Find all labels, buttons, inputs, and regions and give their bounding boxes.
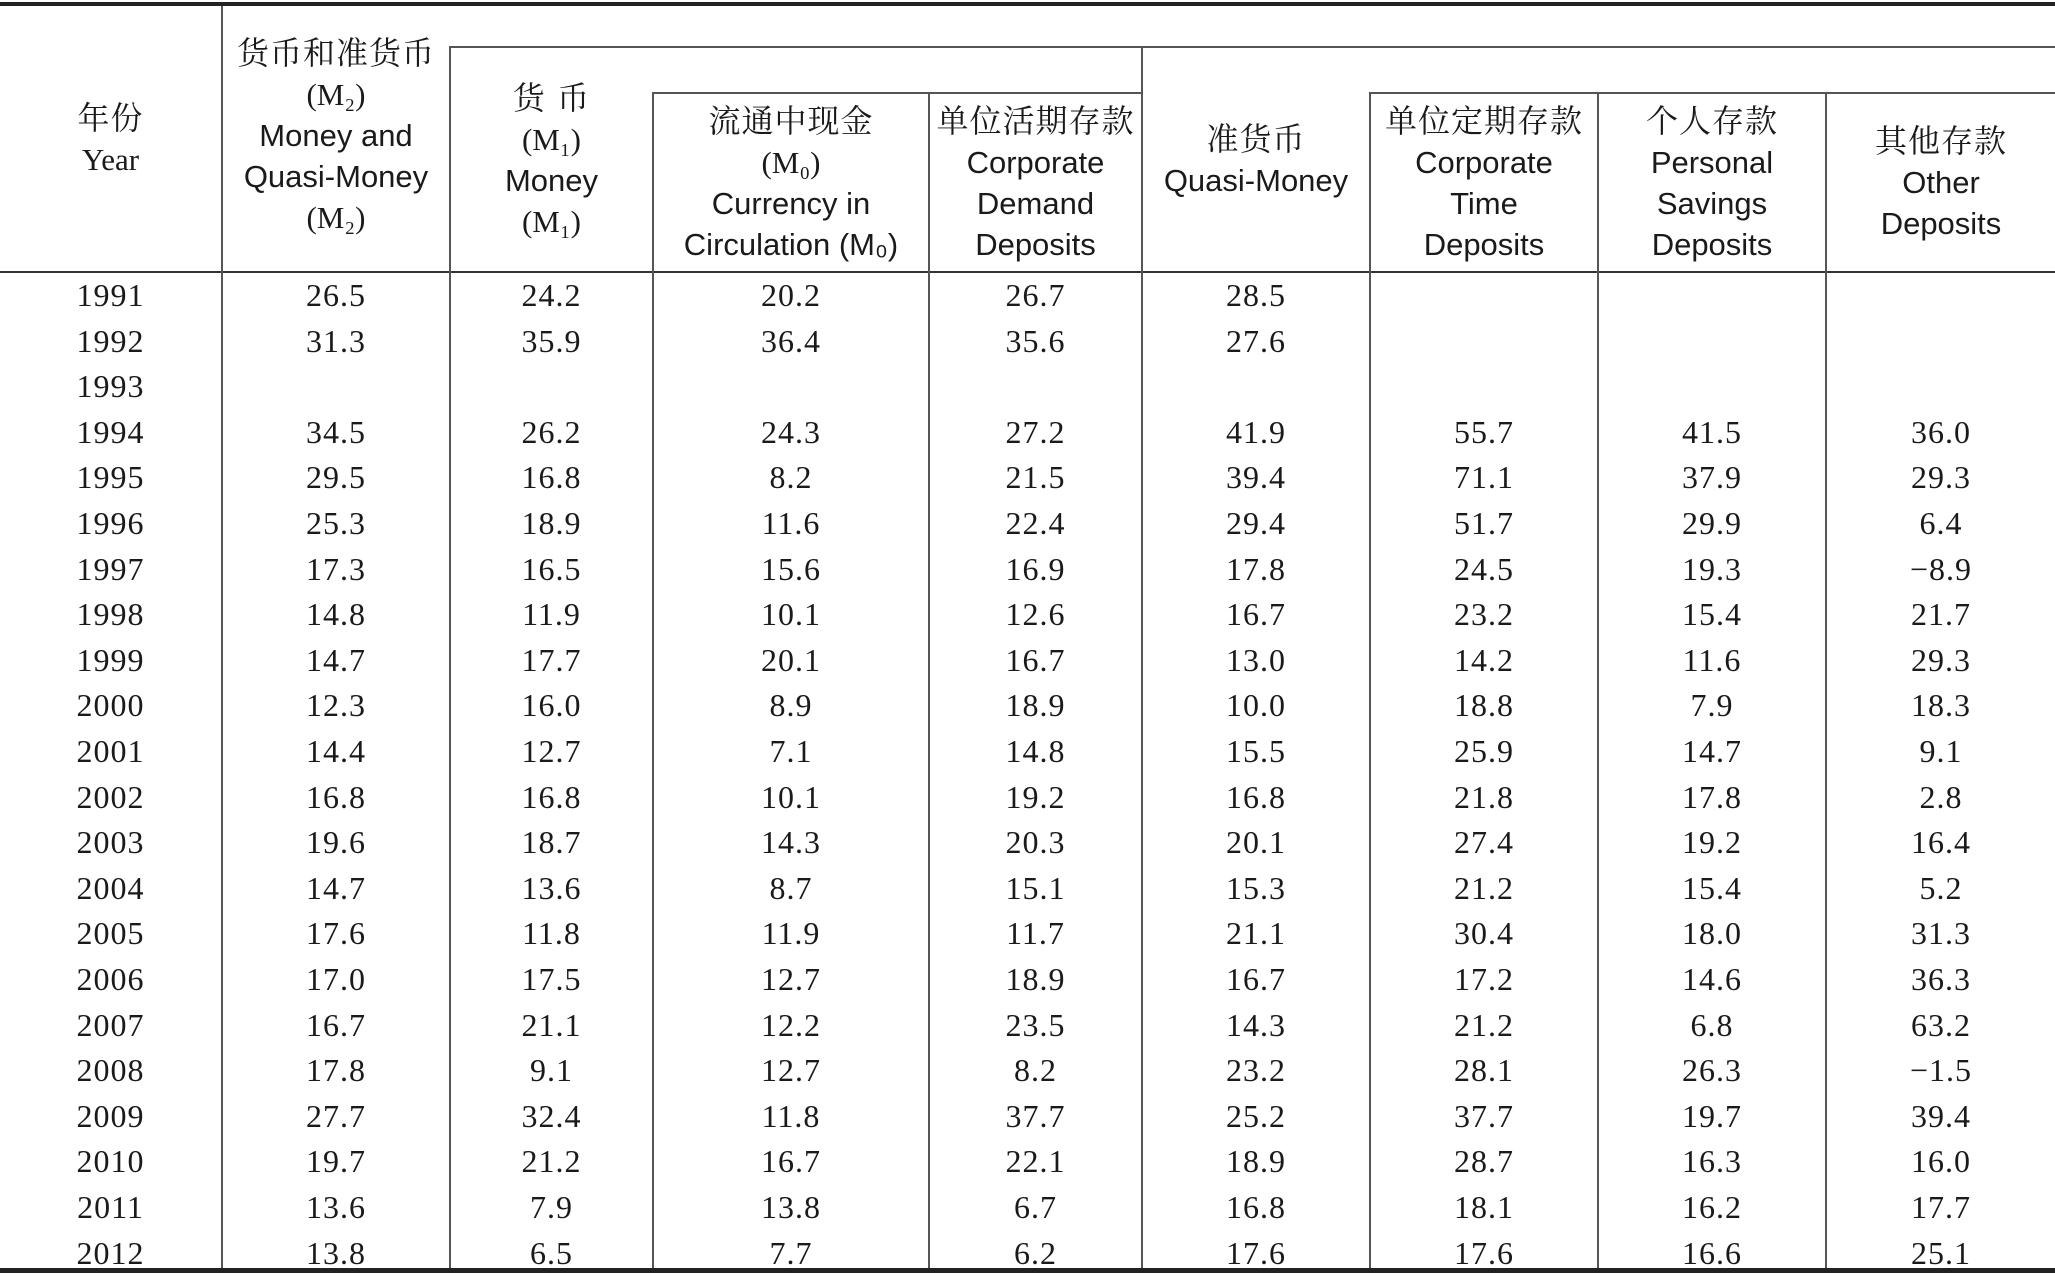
cell-m0: 16.7: [761, 1143, 821, 1180]
cell-personal: 26.3: [1682, 1052, 1742, 1089]
cell-m0: 15.6: [761, 550, 821, 587]
cell-personal: [1599, 364, 1825, 410]
cell-m0: 12.7: [761, 961, 821, 997]
cell-demand: 19.2: [1005, 778, 1066, 815]
cell-quasi: 39.4: [1226, 459, 1286, 496]
cell-other: [1827, 273, 2055, 319]
cell-year: 2010: [76, 1143, 145, 1180]
cell-quasi: 20.1: [1226, 824, 1286, 861]
cell-m1: 26.2: [521, 413, 582, 450]
cell-personal: 16.2: [1682, 1189, 1742, 1225]
header-year: [0, 6, 221, 271]
cell-quasi: 23.2: [1226, 1052, 1286, 1089]
header-demand-en1: Corporate: [966, 144, 1105, 180]
cell-time: 18.1: [1454, 1189, 1514, 1225]
cell-time: [1371, 364, 1597, 410]
cell-m0: 24.3: [761, 413, 821, 450]
cell-time: 21.8: [1454, 778, 1514, 815]
table-row: [0, 1003, 2055, 1049]
cell-year: 2000: [76, 687, 145, 724]
header-m1-en: Money: [504, 163, 599, 198]
cell-m2: 13.8: [306, 1234, 366, 1271]
cell-demand: 37.7: [1005, 1097, 1066, 1134]
cell-m0: 20.1: [761, 641, 821, 678]
cell-m0: 11.6: [761, 505, 821, 541]
cell-m2: 12.3: [306, 687, 366, 724]
cell-demand: 26.7: [1005, 277, 1066, 313]
cell-m1: 16.5: [521, 550, 582, 587]
cell-personal: [1599, 273, 1825, 319]
cell-demand: 16.7: [1005, 641, 1066, 678]
cell-other: [1827, 364, 2055, 410]
cell-demand: 6.2: [1014, 1234, 1057, 1271]
cell-time: 37.7: [1454, 1097, 1514, 1134]
cell-demand: 21.5: [1005, 459, 1066, 496]
header-demand: [930, 94, 1141, 271]
cell-demand: 6.7: [1014, 1189, 1057, 1225]
header-other: [1827, 94, 2055, 271]
cell-demand: 22.4: [1005, 505, 1066, 541]
table-row: [0, 1139, 2055, 1185]
cell-personal: 14.6: [1682, 961, 1742, 997]
cell-m2: 25.3: [306, 505, 366, 541]
cell-personal: 11.6: [1682, 641, 1742, 678]
header-m2-en1: Money and: [259, 117, 413, 153]
cell-time: 17.6: [1454, 1234, 1514, 1271]
header-other-en1: Other: [1902, 165, 1980, 200]
cell-m2: 34.5: [306, 413, 366, 450]
cell-time: 71.1: [1454, 459, 1514, 496]
header-year-cn: 年份: [77, 98, 144, 137]
cell-m1: 24.2: [521, 277, 582, 313]
cell-year: 2008: [76, 1052, 145, 1089]
cell-year: 2002: [76, 778, 145, 815]
header-m0-symbol: (M₀): [761, 144, 821, 180]
cell-m2: 17.0: [306, 961, 366, 997]
cell-time: 14.2: [1454, 641, 1514, 678]
cell-m1: 12.7: [521, 733, 582, 769]
cell-m1: 7.9: [530, 1189, 573, 1225]
cell-m2: 14.7: [306, 869, 366, 906]
header-m2-en2: Quasi-Money: [243, 158, 429, 194]
cell-demand: 12.6: [1005, 596, 1066, 633]
table-row: [0, 592, 2055, 638]
table-row: [0, 911, 2055, 957]
cell-year: 2009: [76, 1097, 145, 1134]
cell-time: 55.7: [1454, 413, 1514, 450]
header-personal-en1: Personal: [1650, 144, 1774, 180]
cell-other: 36.0: [1911, 413, 1971, 450]
cell-other: 17.7: [1911, 1189, 1971, 1225]
cell-personal: 41.5: [1682, 413, 1742, 450]
table-row: [0, 501, 2055, 547]
cell-other: 16.4: [1911, 824, 1971, 861]
cell-m0: 8.7: [769, 869, 813, 906]
cell-personal: 15.4: [1682, 869, 1742, 906]
header-quasi-en: Quasi-Money: [1163, 162, 1349, 198]
cell-quasi: 41.9: [1226, 413, 1286, 450]
cell-quasi: 21.1: [1226, 915, 1286, 952]
cell-other: 29.3: [1911, 641, 1971, 678]
table-row: [0, 455, 2055, 501]
cell-m1: 17.7: [521, 641, 582, 678]
cell-m0: 7.7: [769, 1234, 813, 1271]
cell-m2: 29.5: [306, 459, 366, 496]
cell-personal: [1599, 319, 1825, 365]
cell-personal: 19.3: [1682, 550, 1742, 587]
cell-other: 63.2: [1911, 1006, 1971, 1043]
cell-m0: 10.1: [761, 596, 821, 633]
cell-year: 2011: [77, 1189, 144, 1225]
cell-other: 36.3: [1911, 961, 1971, 997]
header-demand-en3: Deposits: [975, 226, 1096, 262]
cell-demand: 27.2: [1005, 413, 1066, 450]
cell-other: 25.1: [1911, 1234, 1971, 1271]
cell-m2: 14.7: [306, 641, 366, 678]
cell-year: 1995: [76, 459, 145, 496]
header-m1: [451, 70, 652, 250]
cell-time: 21.2: [1454, 869, 1514, 906]
cell-m1: 11.8: [522, 915, 581, 952]
cell-m2: 16.8: [306, 778, 366, 815]
table-row: [0, 638, 2055, 684]
cell-quasi: 16.7: [1226, 596, 1286, 633]
cell-personal: 16.6: [1682, 1234, 1742, 1271]
cell-personal: 19.7: [1682, 1097, 1742, 1134]
cell-m1: 11.9: [522, 596, 581, 633]
header-m0-cn: 流通中现金: [708, 101, 874, 140]
header-year-en: Year: [81, 141, 140, 177]
cell-other: 9.1: [1919, 733, 1963, 769]
cell-m2: 19.6: [306, 824, 366, 861]
cell-time: 17.2: [1454, 961, 1514, 997]
cell-m0: 10.1: [761, 778, 821, 815]
cell-quasi: 10.0: [1226, 687, 1286, 724]
cell-other: [1827, 319, 2055, 365]
cell-time: 51.7: [1454, 505, 1514, 541]
cell-quasi: 15.5: [1226, 733, 1286, 769]
table-row: [0, 683, 2055, 729]
cell-time: 28.7: [1454, 1143, 1514, 1180]
table-row: [0, 273, 2055, 319]
cell-year: 1996: [76, 505, 145, 541]
cell-time: 23.2: [1454, 596, 1514, 633]
cell-personal: 15.4: [1682, 596, 1742, 633]
cell-m1: 16.8: [521, 778, 582, 815]
cell-quasi: 18.9: [1226, 1143, 1286, 1180]
cell-year: 2005: [76, 915, 145, 952]
cell-m1: 16.8: [521, 459, 582, 496]
cell-personal: 7.9: [1690, 687, 1734, 724]
cell-time: 30.4: [1454, 915, 1514, 952]
header-demand-cn: 单位活期存款: [936, 101, 1135, 140]
header-time: [1371, 94, 1597, 271]
cell-quasi: 25.2: [1226, 1097, 1286, 1134]
cell-year: 2012: [76, 1234, 145, 1271]
cell-year: 1991: [76, 277, 145, 313]
cell-time: [1371, 319, 1597, 365]
header-m2-cn: 货币和准货币: [236, 33, 435, 72]
cell-m1: 9.1: [530, 1052, 573, 1089]
table-row: [0, 319, 2055, 365]
cell-m1: 32.4: [521, 1097, 582, 1134]
cell-demand: 8.2: [1014, 1052, 1057, 1089]
cell-demand: 23.5: [1005, 1006, 1066, 1043]
cell-other: −1.5: [1909, 1052, 1973, 1089]
cell-m0: 7.1: [769, 733, 813, 769]
cell-demand: 35.6: [1005, 322, 1066, 359]
header-time-en2: Time: [1450, 185, 1518, 221]
cell-quasi: 16.8: [1226, 1189, 1286, 1225]
cell-m2: 19.7: [306, 1143, 366, 1180]
cell-m2: 14.4: [306, 733, 366, 769]
cell-time: 21.2: [1454, 1006, 1514, 1043]
cell-m1: [451, 364, 652, 410]
header-time-en1: Corporate: [1415, 144, 1553, 180]
cell-m0: 12.2: [761, 1006, 821, 1043]
header-time-cn: 单位定期存款: [1384, 101, 1583, 140]
cell-other: 29.3: [1911, 459, 1971, 496]
table-row: [0, 1048, 2055, 1094]
cell-other: 6.4: [1919, 505, 1963, 541]
cell-quasi: [1143, 364, 1369, 410]
cell-demand: [930, 364, 1141, 410]
table-row: [0, 1094, 2055, 1140]
cell-time: [1371, 273, 1597, 319]
table-row: [0, 957, 2055, 1003]
cell-personal: 18.0: [1682, 915, 1742, 952]
cell-m2: 16.7: [306, 1006, 366, 1043]
cell-year: 2007: [76, 1006, 145, 1043]
table-row: [0, 775, 2055, 821]
cell-personal: 17.8: [1682, 778, 1742, 815]
cell-personal: 19.2: [1682, 824, 1742, 861]
header-personal-en3: Deposits: [1651, 226, 1773, 262]
cell-quasi: 16.8: [1226, 778, 1286, 815]
cell-m0: 14.3: [761, 824, 821, 861]
cell-year: 2006: [76, 961, 145, 997]
cell-personal: 14.7: [1682, 733, 1742, 769]
cell-time: 25.9: [1454, 733, 1514, 769]
header-m0: [654, 94, 928, 271]
cell-other: 39.4: [1911, 1097, 1971, 1134]
cell-other: 2.8: [1919, 778, 1963, 815]
cell-personal: 29.9: [1682, 505, 1742, 541]
cell-year: 1998: [76, 596, 145, 633]
cell-quasi: 29.4: [1226, 505, 1286, 541]
cell-quasi: 14.3: [1226, 1006, 1286, 1043]
table-top-rule: [0, 2, 2055, 6]
cell-m0: [654, 364, 928, 410]
header-personal: [1599, 94, 1825, 271]
cell-quasi: 15.3: [1226, 869, 1286, 906]
cell-quasi: 17.6: [1226, 1234, 1286, 1271]
cell-m1: 18.9: [521, 505, 582, 541]
cell-m0: 12.7: [761, 1052, 821, 1089]
cell-m0: 20.2: [761, 277, 821, 313]
cell-m2: 17.6: [306, 915, 366, 952]
cell-m0: 11.8: [761, 1097, 821, 1134]
cell-m2: 31.3: [306, 322, 366, 359]
cell-m2: 14.8: [306, 596, 366, 633]
table-row: [0, 410, 2055, 456]
cell-m1: 13.6: [521, 869, 582, 906]
cell-demand: 18.9: [1005, 961, 1066, 997]
cell-quasi: 27.6: [1226, 322, 1286, 359]
header-quasi: [1143, 48, 1369, 271]
cell-time: 27.4: [1454, 824, 1514, 861]
cell-m0: 8.2: [769, 459, 813, 496]
cell-m1: 18.7: [521, 824, 582, 861]
cell-personal: 6.8: [1690, 1006, 1734, 1043]
cell-m0: 11.9: [761, 915, 821, 952]
cell-year: 1999: [76, 641, 145, 678]
cell-other: 16.0: [1911, 1143, 1971, 1180]
cell-demand: 14.8: [1005, 733, 1066, 769]
table-row: [0, 729, 2055, 775]
cell-m0: 36.4: [761, 322, 821, 359]
header-m2: [223, 30, 449, 240]
header-m1-symbol2: (M₁): [521, 204, 582, 239]
cell-m1: 17.5: [521, 961, 582, 997]
header-personal-cn: 个人存款: [1645, 101, 1778, 140]
table-row: [0, 1231, 2055, 1276]
header-m0-en1: Currency in: [711, 185, 871, 221]
header-demand-en2: Demand: [976, 185, 1095, 221]
cell-m2: 13.6: [306, 1189, 366, 1225]
cell-other: −8.9: [1909, 550, 1973, 587]
cell-demand: 15.1: [1005, 869, 1066, 906]
cell-demand: 16.9: [1005, 550, 1066, 587]
table-row: [0, 820, 2055, 866]
cell-other: 5.2: [1919, 869, 1963, 906]
header-m1-symbol: (M₁): [521, 122, 582, 157]
table-row: [0, 364, 2055, 410]
cell-other: 21.7: [1911, 596, 1971, 633]
cell-quasi: 13.0: [1226, 641, 1286, 678]
cell-m2: [223, 364, 449, 410]
header-m0-en2: Circulation (M₀): [683, 226, 899, 262]
cell-personal: 16.3: [1682, 1143, 1742, 1180]
header-other-cn: 其他存款: [1874, 122, 2007, 160]
cell-year: 1994: [76, 413, 145, 450]
cell-m1: 21.2: [521, 1143, 582, 1180]
cell-m1: 21.1: [521, 1006, 582, 1043]
header-other-en2: Deposits: [1880, 206, 2002, 241]
table-row: [0, 547, 2055, 593]
cell-m2: 26.5: [306, 277, 366, 313]
cell-other: 31.3: [1911, 915, 1971, 952]
cell-m2: 17.3: [306, 550, 366, 587]
cell-time: 24.5: [1454, 550, 1514, 587]
cell-year: 2001: [76, 733, 145, 769]
cell-year: 1997: [76, 550, 145, 587]
header-m2-symbol: (M₂): [306, 76, 366, 112]
cell-personal: 37.9: [1682, 459, 1742, 496]
cell-year: 1992: [76, 322, 145, 359]
header-personal-en2: Savings: [1656, 185, 1768, 221]
header-m1-cn: 货 币: [512, 79, 591, 117]
cell-year: 1993: [76, 368, 145, 405]
cell-demand: 20.3: [1005, 824, 1066, 861]
table-row: [0, 1185, 2055, 1231]
header-quasi-cn: 准货币: [1206, 119, 1306, 158]
cell-quasi: 17.8: [1226, 550, 1286, 587]
cell-m1: 35.9: [521, 322, 582, 359]
cell-m2: 17.8: [306, 1052, 366, 1089]
cell-quasi: 28.5: [1226, 277, 1286, 313]
cell-other: 18.3: [1911, 687, 1971, 724]
cell-year: 2004: [76, 869, 145, 906]
cell-time: 28.1: [1454, 1052, 1514, 1089]
cell-m0: 8.9: [769, 687, 813, 724]
cell-time: 18.8: [1454, 687, 1514, 724]
cell-m2: 27.7: [306, 1097, 366, 1134]
cell-quasi: 16.7: [1226, 961, 1286, 997]
cell-demand: 22.1: [1005, 1143, 1066, 1180]
cell-demand: 11.7: [1006, 915, 1065, 952]
cell-demand: 18.9: [1005, 687, 1066, 724]
header-time-en3: Deposits: [1423, 226, 1545, 262]
cell-m1: 16.0: [521, 687, 582, 724]
cell-m1: 6.5: [530, 1234, 573, 1271]
table-row: [0, 866, 2055, 912]
header-m2-symbol2: (M₂): [306, 199, 366, 235]
cell-m0: 13.8: [761, 1189, 821, 1225]
cell-year: 2003: [76, 824, 145, 861]
